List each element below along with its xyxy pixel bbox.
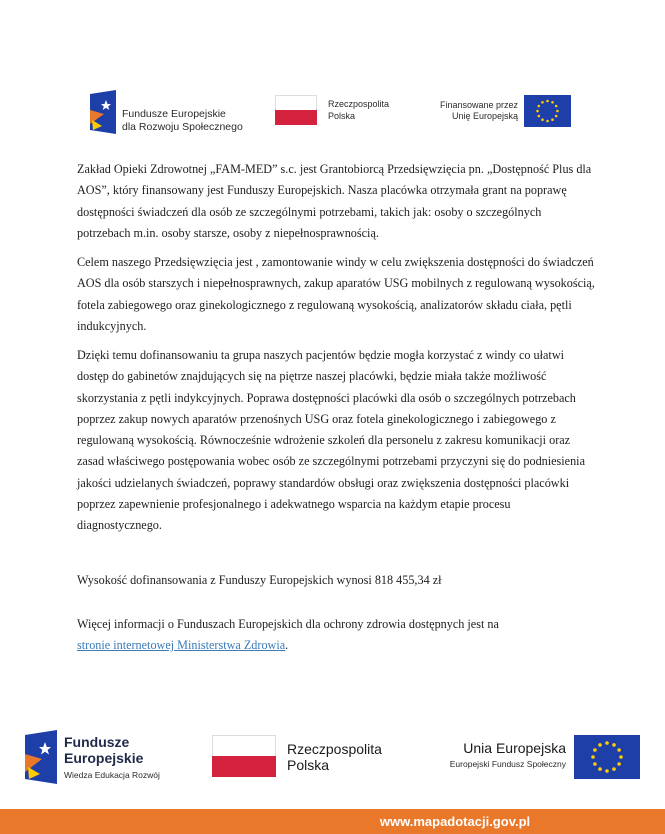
footer-rp-logo [212,735,402,777]
footer-ue-logo [432,735,642,781]
paragraph-goal: Celem naszego Przedsięwzięcia jest , zamontowanie windy w celu zwiększenia dostępności do świadczeń AOS dla osób starszych i niepełnosprawnych, zakup aparatów USG mobilnych z regulowaną wysokością, fotela zabiegowego oraz ginekologicznego z regulowaną wysokością, analizatorów składu ciała, pętli indukcyjnych. [77,255,595,333]
ue-logo [438,95,573,129]
polish-flag-icon [275,95,317,125]
footer-url-link[interactable]: www.mapadotacji.gov.pl [379,814,531,829]
more-info-text: Więcej informacji o Funduszach Europejskich dla ochrony zdrowia dostępnych jest na [77,617,499,631]
footer-fe-line2: Europejskie [64,750,144,766]
footer-eu-flag-icon [574,735,640,779]
footer-ue-line2: Europejski Fundusz Społeczny [449,759,566,769]
fe-logo-icon [90,90,116,134]
rp-logo-line1: Rzeczpospolita [328,99,390,109]
footer-logo-bar [0,720,665,795]
footer-rp-line2: Polska [287,757,330,773]
footer-fe-line1: Fundusze [64,734,130,750]
fe-logo [90,90,250,134]
more-info-period: . [285,638,289,653]
eu-flag-icon [524,95,571,127]
footer-bar [0,809,665,834]
paragraph-funding-amount: Wysokość dofinansowania z Funduszy Europejskich wynosi 818 455,34 zł [77,573,442,587]
footer-rp-line1: Rzeczpospolita [287,741,382,757]
ue-logo-line2: Unię Europejską [451,111,518,121]
ministry-of-health-link[interactable]: stronie internetowej Ministerstwa Zdrowia [77,638,286,653]
footer-ue-line1: Unia Europejska [463,740,566,756]
fe-logo-line1: Fundusze Europejskie [122,108,226,120]
footer-fe-line3: Wiedza Edukacja Rozwój [64,770,160,780]
paragraph-benefits: Dzięki temu dofinansowaniu ta grupa naszych pacjentów będzie mogła korzystać z windy co ułatwi dostęp do gabinetów znajdujących się na piętrze naszej placówki, będzie miała także możliwość skorzystania z pętli indykcyjnych. Poprawa dostępności placówki dla osób o szczególnych potrzebach poprzez zakup nowych aparatów przenośnych USG oraz fotela ginekologicznego i zabiegowego z regulowaną wysokością. Równocześnie wdrożenie szkoleń dla personelu z zakresu komunikacji oraz zasad właściwego postępowania wobec osób ze szczególnymi potrzebami przyczyni się do podniesienia jakości udzielanych świadczeń, poprawy standardów obsługi oraz zwiększenia dostępności placówki poprzez zapewnienie profesjonalnego i adekwatnego wsparcia na każdym etapie procesu diagnostycznego. [77,348,585,533]
paragraph-intro: Zakład Opieki Zdrowotnej „FAM-MED” s.c. jest Grantobiorcą Przedsięwzięcia pn. „Dostępność Plus dla AOS”, który finansowany jest Funduszy Europejskich. Nasza placówka otrzymała grant na poprawę dostępności świadczeń dla osób ze szczególnymi potrzebami, takich jak: osoby o szczególnych potrzebach m.in. osoby starsze, osoby z niepełnosprawnością. [77,162,592,240]
rp-logo-line2: Polska [328,111,356,121]
footer-polish-flag-icon [212,735,276,777]
rp-logo [275,95,395,127]
header-logo-bar [0,80,665,140]
fe-logo-line2: dla Rozwoju Społecznego [122,121,243,133]
ue-logo-line1: Finansowane przez [439,100,518,110]
paragraph-more-info [77,614,597,657]
footer-fe-logo [25,730,195,786]
footer-fe-logo-icon [25,730,57,784]
